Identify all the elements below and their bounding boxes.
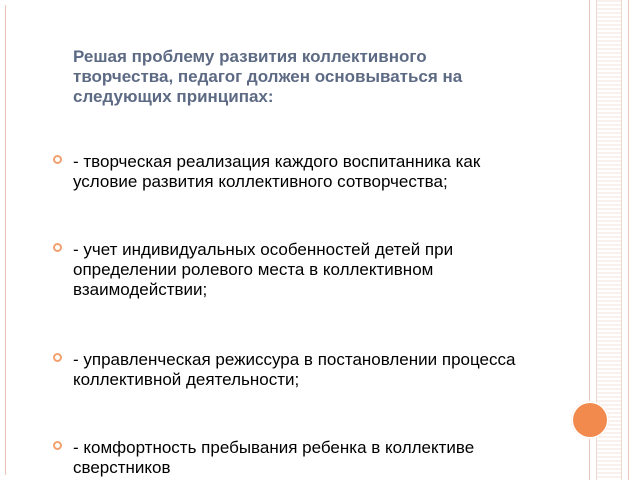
circle-bullet-icon [53, 353, 62, 362]
circle-bullet-icon [53, 155, 62, 164]
orange-circle-icon [571, 401, 609, 439]
slide-title: Решая проблему развития коллективного творчества, педагог должен основываться на следующих принципах: [73, 47, 463, 106]
left-border-line [5, 5, 6, 475]
list-item-text: - управленческая режиссура в постановлении процесса коллективной деятельности; [73, 350, 516, 389]
list-item-text: - творческая реализация каждого воспитанника как условие развития коллективного сотворчества; [73, 152, 481, 191]
list-item-text: - комфортность пребывания ребенка в коллективе сверстников [73, 438, 475, 477]
circle-bullet-icon [53, 441, 62, 450]
list-item-text: - учет индивидуальных особенностей детей при определении ролевого места в коллективном взаимодействии; [73, 240, 454, 299]
circle-bullet-icon [53, 243, 62, 252]
